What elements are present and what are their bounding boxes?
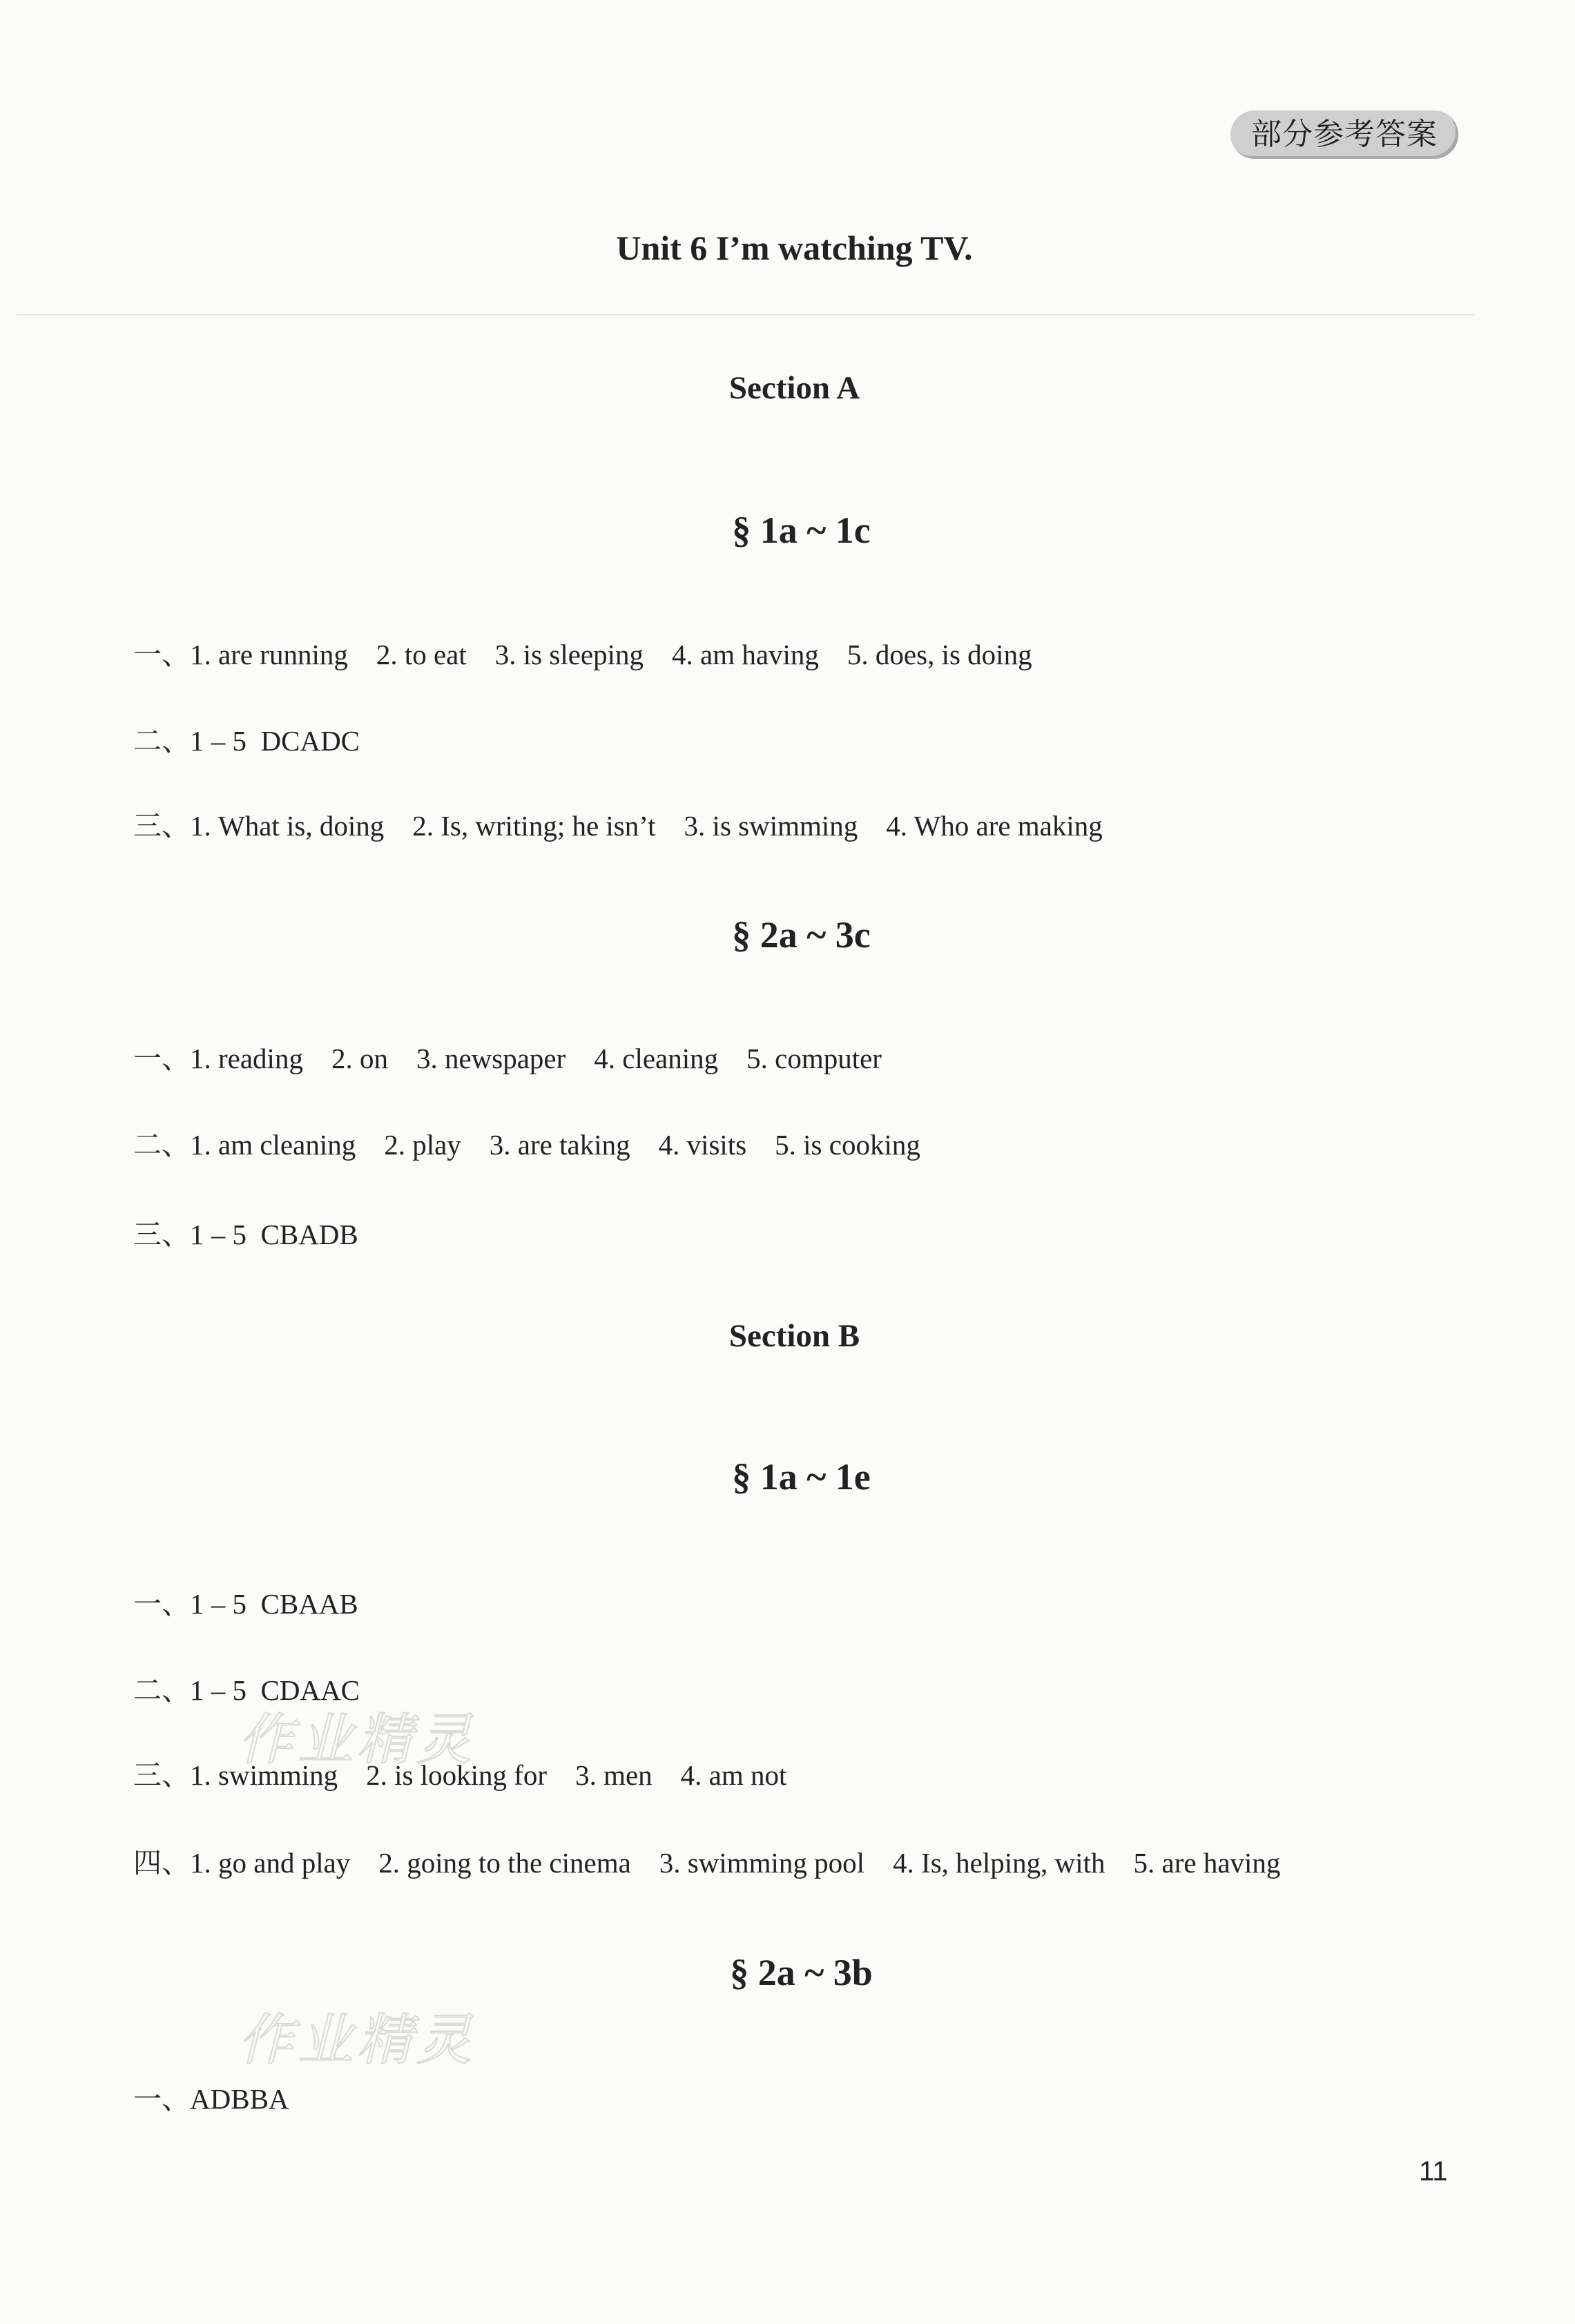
answer-line: 二、1 – 5 DCADC (133, 725, 360, 757)
section-a-part1-title: § 1a ~ 1c (732, 510, 871, 551)
answer-line: 二、1 – 5 CDAAC (133, 1674, 360, 1706)
section-a-part2-title: § 2a ~ 3c (732, 914, 871, 956)
answer-line: 一、1. reading 2. on 3. newspaper 4. cleaning 5. computer (133, 1043, 882, 1074)
section-b-part2-title: § 2a ~ 3b (730, 1952, 873, 1993)
answer-line: 一、1 – 5 CBAAB (133, 1588, 358, 1620)
unit-title: Unit 6 I’m watching TV. (616, 229, 973, 267)
section-b-title: Section B (728, 1318, 860, 1354)
section-b-part1-title: § 1a ~ 1e (732, 1456, 871, 1498)
answer-line: 三、1 – 5 CBADB (133, 1219, 358, 1250)
answer-line: 三、1. What is, doing 2. Is, writing; he isn’t 3. is swimming 4. Who are making (133, 810, 1103, 842)
header-divider (17, 314, 1473, 316)
watermark-logo: 作业精灵 (238, 1707, 476, 1772)
answer-line: 四、1. go and play 2. going to the cinema 3. swimming pool 4. Is, helping, with 5. are having (133, 1847, 1281, 1879)
answer-line: 三、1. swimming 2. is looking for 3. men 4. am not (133, 1759, 787, 1791)
watermark-logo: 作业精灵 (238, 2008, 476, 2072)
answer-key-badge: 部分参考答案 (1230, 110, 1458, 159)
answer-line: 一、1. are running 2. to eat 3. is sleeping 4. am having 5. does, is doing (133, 639, 1032, 670)
answer-line: 一、ADBBA (133, 2083, 289, 2115)
section-a-title: Section A (728, 370, 860, 406)
page-number: 11 (1419, 2156, 1448, 2187)
answer-line: 二、1. am cleaning 2. play 3. are taking 4. visits 5. is cooking (133, 1129, 920, 1161)
